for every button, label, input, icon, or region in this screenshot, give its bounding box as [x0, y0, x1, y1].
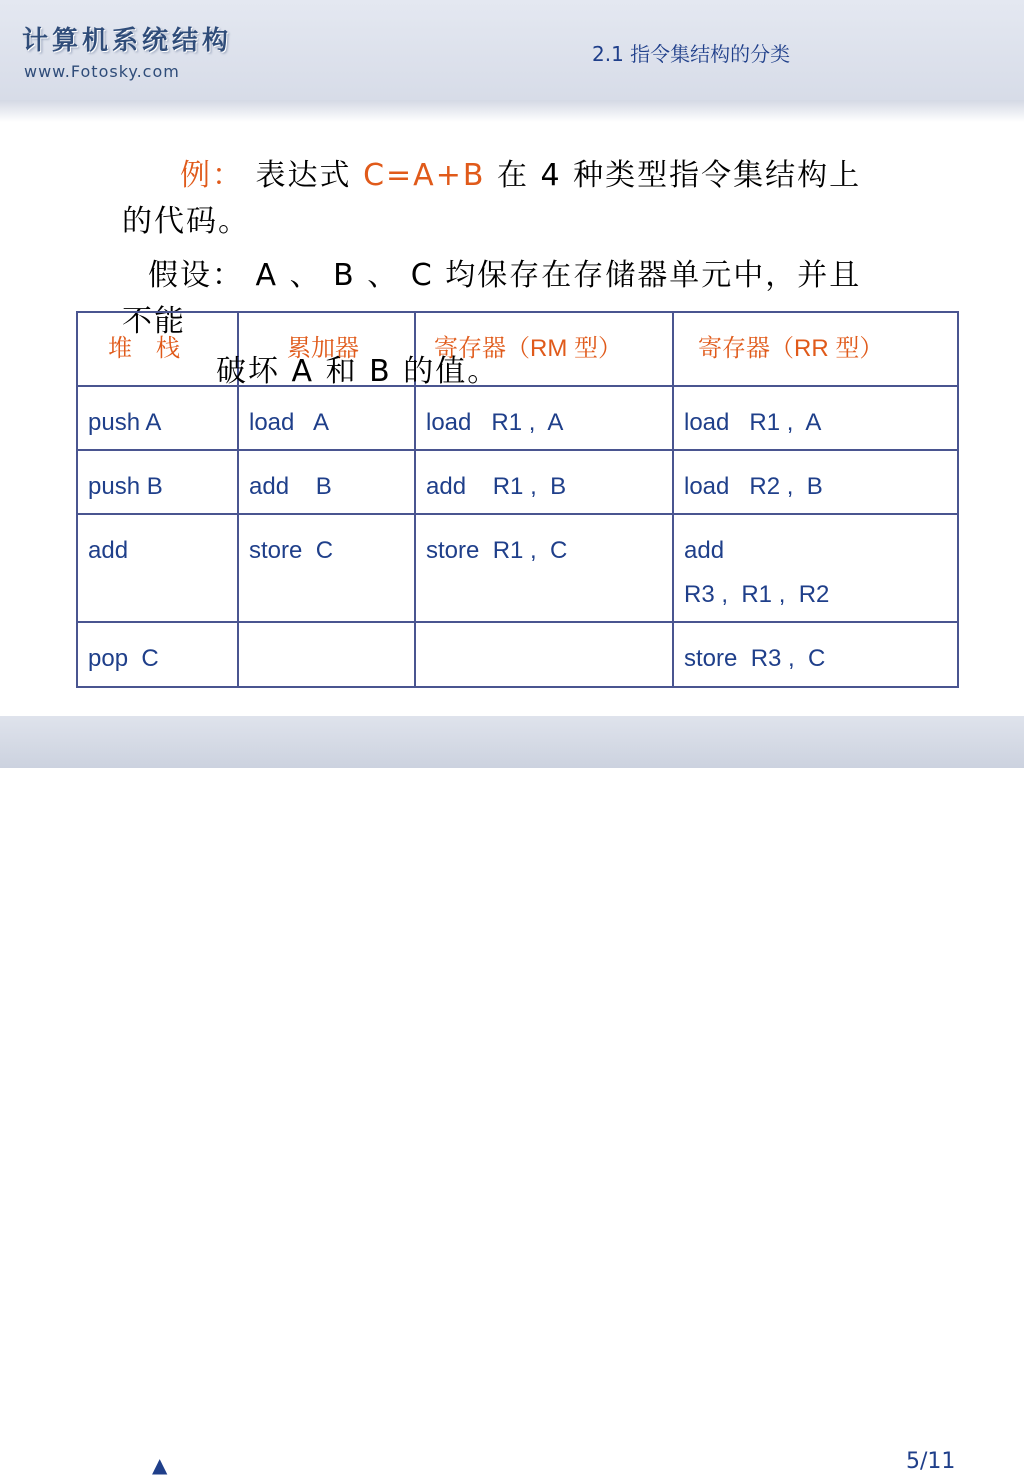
table-cell: load R1 , A [673, 386, 958, 450]
table-row [77, 622, 958, 687]
expression-suffix: 在 4 种类型指令集结构上 [496, 158, 862, 193]
example-label: 例： [180, 158, 244, 193]
assumption-line-2: 不能 [122, 304, 186, 339]
table-cell: add R3 , R1 , R2 [673, 514, 958, 622]
table-cell [415, 622, 673, 687]
assumption-line-3: 破坏 A 和 B 的值。 [216, 354, 500, 389]
slide-header [0, 0, 1024, 100]
site-url[interactable]: www.Fotosky.com [24, 62, 180, 81]
section-title: 2.1 指令集结构的分类 [592, 42, 791, 66]
up-triangle-icon[interactable]: ▲ [152, 1453, 168, 1477]
table-cell: add B [238, 450, 415, 514]
header-register-rm: 寄存器（RM 型） [415, 312, 673, 386]
table-row [77, 386, 958, 450]
assumption-line: 假设： A 、 B 、 C 均保存在存储器单元中，并且 [148, 258, 862, 293]
header-stack: 堆 栈 [77, 312, 238, 386]
table-cell: store R3 , C [673, 622, 958, 687]
table-cell: push A [77, 386, 238, 450]
table-cell: add [77, 514, 238, 622]
table-header-row [77, 312, 958, 386]
table-cell: load A [238, 386, 415, 450]
course-title: 计算机系统结构 [22, 26, 233, 56]
table-cell: add R1 , B [415, 450, 673, 514]
instruction-set-table [76, 311, 959, 688]
slide-footer [0, 716, 1024, 1477]
header-register-rr: 寄存器（RR 型） [673, 312, 958, 386]
table-cell: store R1 , C [415, 514, 673, 622]
table-cell [238, 622, 415, 687]
table-cell: load R1 , A [415, 386, 673, 450]
page-number: 5/11 [906, 1449, 956, 1474]
header-accumulator: 累加器 [238, 312, 415, 386]
table-row [77, 514, 958, 622]
table-cell: store C [238, 514, 415, 622]
expression: C=A+B [363, 158, 486, 193]
table-cell: push B [77, 450, 238, 514]
table-row [77, 450, 958, 514]
table-cell: load R2 , B [673, 450, 958, 514]
table-cell: pop C [77, 622, 238, 687]
example-line-2: 的代码。 [122, 204, 250, 239]
expression-prefix: 表达式 [255, 158, 352, 193]
example-line [180, 150, 861, 194]
